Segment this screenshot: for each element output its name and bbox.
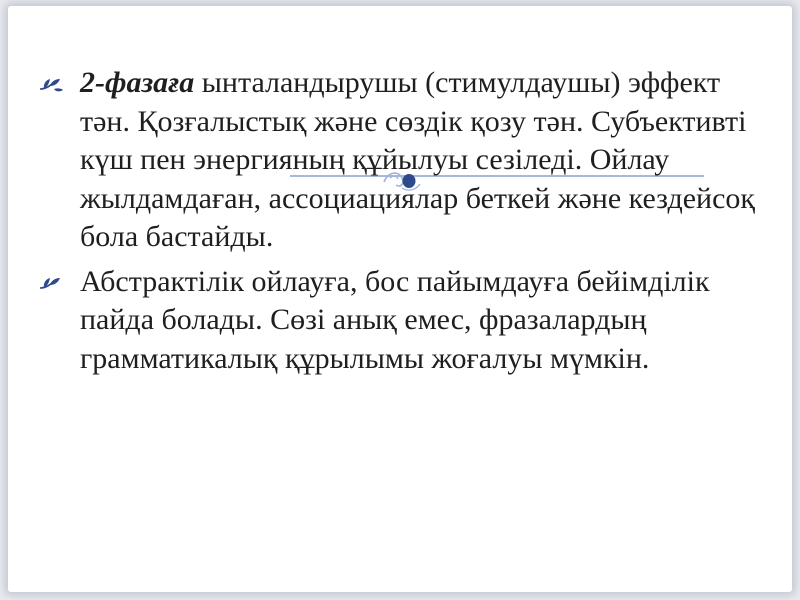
bullet-2-text: Абстрактілік ойлауға, бос пайымдауға бейімділік пайда болады. Сөзі анық емес, фразалардың грамматикалық құрылымы жоғалуы мүмкін.	[80, 264, 710, 375]
slide	[8, 6, 792, 592]
bullet-item-2	[38, 263, 758, 379]
bullet-1-emphasis: 2-фазаға	[80, 66, 195, 99]
leaf-bullet-icon	[38, 76, 64, 94]
bullet-list	[38, 64, 758, 384]
bullet-item-1	[38, 64, 758, 257]
leaf-bullet-icon	[38, 275, 64, 293]
bullet-1-text: ынталандырушы (стимулдаушы) эффект тән. Қозғалыстық және сөздік қозу тән. Субъективті күш пен энергияның құйылуы сезіледі. Ойлау жылдамдаған, ассоциациялар беткей және кездейсоқ бола бастайды.	[80, 66, 755, 253]
